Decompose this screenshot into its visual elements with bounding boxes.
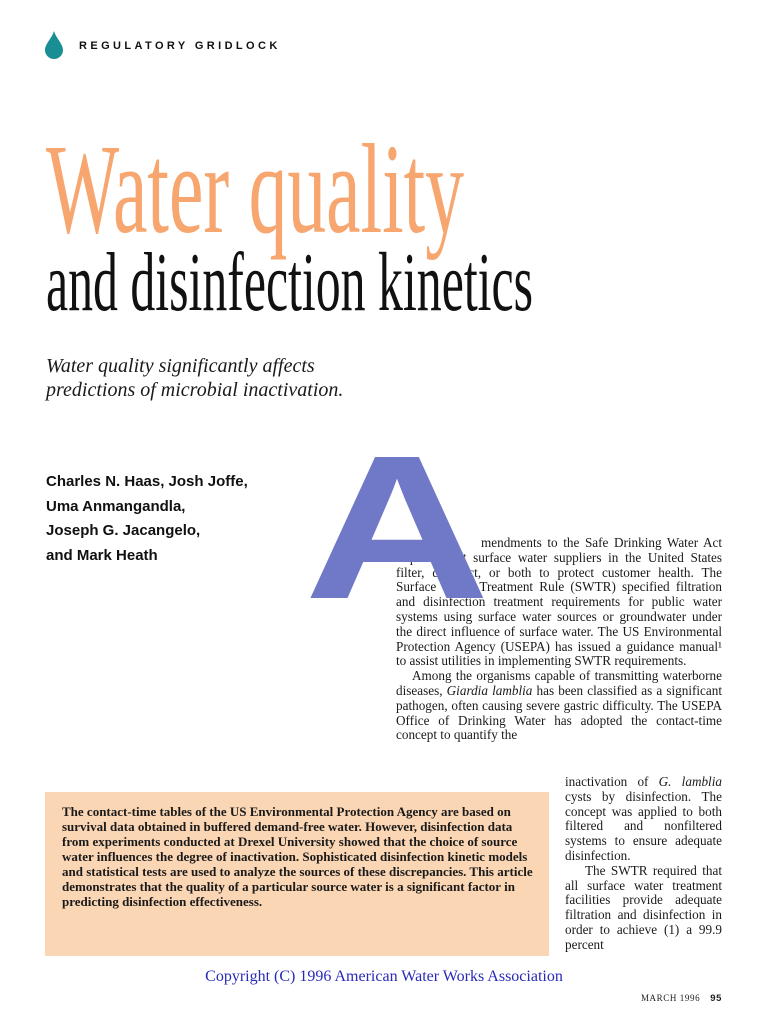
deck-line-1: Water quality significantly affects [46, 355, 315, 377]
abstract-text: The contact-time tables of the US Environmental Protection Agency are based on survival data obtained in buffered demand-free water. However, disinfection data from experiments conducted at Drexel University showed that the choice of source water influences the degree of inactivation. Sophisticated disinfection kinetic models and statistical tests are used to analyze the sources of these discrepancies. This article demonstrates that the quality of a particular source water is a significant factor in predicting disinfection effectiveness. [62, 804, 533, 909]
title-line-1: Water quality [46, 118, 464, 260]
water-drop-icon [44, 30, 64, 60]
body-paragraph: mendments to the Safe Drinking Water Act required that surface water suppliers in the United States filter, disinfect, or both to protect customer health. The Surface Water Treatment Rule (SWTR) specified filtration and disinfection treatment requirements for public water systems using surface water sources or groundwater under the direct influence of surface water. The US Environmental Protection Agency (USEPA) has issued a guidance manual¹ to assist utilities in implementing SWTR requirements. [396, 535, 722, 669]
author-line: and Mark Heath [46, 546, 158, 564]
article-title [0, 110, 768, 330]
article-deck [46, 354, 446, 402]
drop-cap [300, 450, 500, 610]
body-column-narrow [565, 775, 722, 953]
body-paragraph: The SWTR required that all surface water treatment facilities provide adequate filtration and disinfection in order to achieve (1) a 99.9 percent [565, 862, 722, 952]
author-line: Joseph G. Jacangelo, [46, 522, 201, 539]
deck-line-2: predictions of microbial inactivation. [46, 379, 344, 401]
body-paragraph: inactivation of G. lamblia cysts by disinfection. The concept was applied to both filtered and nonfiltered systems to ensure adequate disinfection. [565, 774, 722, 863]
body-paragraph: Among the organisms capable of transmitting waterborne diseases, Giardia lamblia has been classified as a significant pathogen, often causing severe gastric difficulty. The USEPA Office of Drinking Water has adopted the contact-time concept to quantify the [396, 668, 722, 743]
drop-cap-letter: A [304, 450, 490, 610]
author-line: Uma Anmangandla, [46, 497, 186, 515]
author-line: Charles N. Haas, Josh Joffe, [46, 473, 248, 490]
abstract-box [45, 792, 549, 956]
copyright-notice: Copyright (C) 1996 American Water Works Association [205, 968, 563, 985]
page-number: 95 [710, 993, 722, 1004]
page-footer [641, 993, 722, 1004]
title-line-2: and disinfection kinetics [46, 236, 533, 329]
issue-date: MARCH 1996 [640, 993, 701, 1003]
section-label: REGULATORY GRIDLOCK [79, 40, 281, 52]
author-list [46, 470, 336, 568]
